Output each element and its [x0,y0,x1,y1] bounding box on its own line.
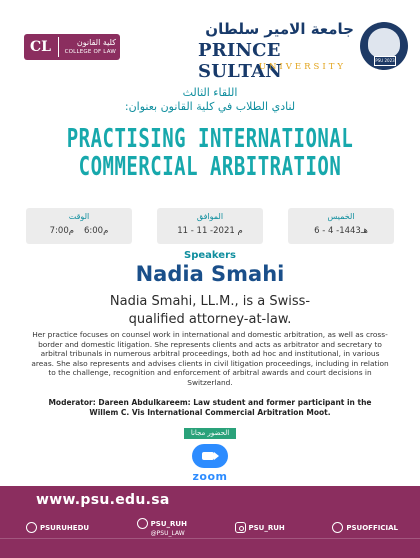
camera-lens [214,452,219,460]
event-title-line1: PRACTISING INTERNATIONAL [66,124,354,154]
day-box [288,208,394,244]
social-handle: PSUOFFICIAL [346,523,398,532]
speaker-summary-line2: qualified attorney-at-law. [128,312,292,327]
emblem-portrait [368,28,400,58]
social-handle: PSU_RUH [150,519,187,528]
footer [0,486,420,558]
facebook-icon [26,522,37,533]
date-box [157,208,263,244]
speaker-summary-line1: Nadia Smahi, LL.M., is a Swiss- [109,294,311,309]
social-subhandle: @PSU_LAW [150,530,185,537]
youtube-icon [332,522,343,533]
social-links [26,518,398,537]
zoom-camera-icon[interactable] [192,444,228,468]
event-title-line2: COMMERCIAL ARBITRATION [78,152,342,182]
university-logo [198,18,410,82]
time-values [26,226,132,236]
club-intro-ar: لنادي الطلاب في كلية القانون بعنوان: [124,100,296,113]
date-label: الموافق [196,212,224,221]
time-box [26,208,132,244]
instagram-icon [235,522,246,533]
college-of-law-logo [24,34,120,60]
time-end: 7:00م [49,226,74,236]
meeting-number-ar: اللقاء الثالث [182,86,238,99]
date-value: 11 - 11 -2021 م [177,226,243,236]
speaker-summary [70,293,350,329]
college-name-en: COLLEGE OF LAW [64,49,116,55]
social-twitter[interactable] [137,518,187,537]
footer-divider [0,538,420,539]
speakers-heading: Speakers [184,250,236,261]
schedule-row [26,208,394,244]
time-start: 6:00م [84,226,109,236]
social-handle: PSU_RUH [248,523,285,532]
camera-body [202,452,214,460]
day-value: 6 - 4 -1443هـ [314,226,368,236]
social-instagram[interactable] [235,518,285,537]
zoom-wordmark[interactable]: zoom [192,470,228,483]
speaker-bio: Her practice focuses on counsel work in international and domestic arbitration, as well as cross-border and domestic litigation. She represents clients and acts as arbitrator and secretary to arbitral tribunals in numerous arbitral proceedings, both ad hoc and institutional, in various areas. She also represents and advises clients in civil litigation proceedings, including in relation to the challenge, recognition and enforcement of arbitral awards and court decisions in Switzerland. [31,330,389,387]
university-emblem-icon [360,22,408,70]
university-name-ar: جامعة الامير سلطان [205,20,354,38]
free-attendance-badge: الحضور مجانا [184,428,236,439]
moderator-info: Moderator: Dareen Abdulkareem: Law student and former participant in the Willem C. Vis International Commercial Arbitration Moot. [48,398,372,417]
university-subtitle: UNIVERSITY [258,62,346,72]
university-name-en: PRINCE SULTAN [198,40,282,82]
emblem-badge: PSU 2023 [374,56,396,66]
time-label: الوقت [68,212,90,221]
social-handle: PSURUHEDU [40,523,90,532]
twitter-icon [137,518,148,529]
social-facebook[interactable] [26,518,89,537]
speaker-name: Nadia Smahi [135,262,285,286]
college-name-ar: كلية القانون [76,38,116,47]
website-link[interactable]: www.psu.edu.sa [36,492,170,508]
college-logo-mark: CL [24,37,59,57]
day-label: الخميس [327,212,355,221]
college-logo-text [59,38,120,56]
social-youtube[interactable] [332,518,398,537]
